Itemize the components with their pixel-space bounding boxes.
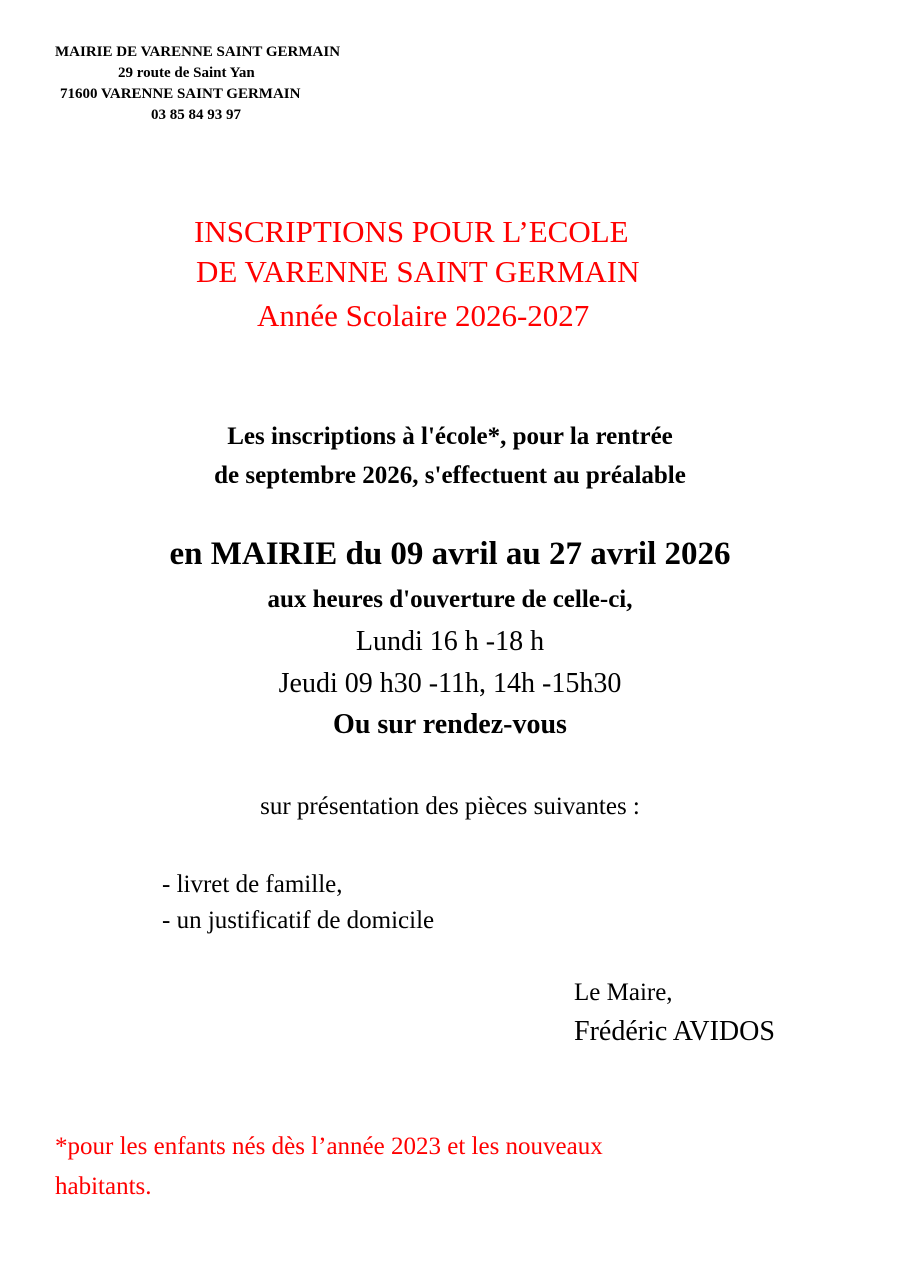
title-line-1: INSCRIPTIONS POUR L’ECOLE — [194, 214, 629, 249]
signature-title: Le Maire, — [574, 979, 673, 1006]
document-item: - un justificatif de domicile — [162, 907, 435, 934]
footnote-line-1: *pour les enfants nés dès l’année 2023 et les nouveaux — [55, 1133, 603, 1160]
hours-monday: Lundi 16 h -18 h — [355, 626, 545, 657]
mairie-city: 71600 VARENNE SAINT GERMAIN — [60, 86, 301, 102]
mairie-name: MAIRIE DE VARENNE SAINT GERMAIN — [55, 44, 341, 60]
document-item: - livret de famille, — [162, 871, 343, 898]
title-line-2: DE VARENNE SAINT GERMAIN — [196, 254, 640, 289]
registration-dates: en MAIRIE du 09 avril au 27 avril 2026 — [169, 536, 731, 572]
intro-line-2: de septembre 2026, s'effectuent au préalable — [214, 462, 686, 489]
documents-intro: sur présentation des pièces suivantes : — [260, 793, 640, 820]
hours-thursday: Jeudi 09 h30 -11h, 14h -15h30 — [278, 668, 622, 699]
appointment-note: Ou sur rendez-vous — [333, 709, 567, 740]
footnote-line-2: habitants. — [55, 1173, 152, 1200]
mairie-street: 29 route de Saint Yan — [118, 65, 255, 81]
intro-line-1: Les inscriptions à l'école*, pour la rentrée — [227, 423, 673, 450]
mairie-phone: 03 85 84 93 97 — [151, 107, 241, 123]
title-school-year: Année Scolaire 2026-2027 — [257, 298, 590, 333]
opening-hours-intro: aux heures d'ouverture de celle-ci, — [267, 586, 633, 613]
signature-name: Frédéric AVIDOS — [574, 1016, 775, 1047]
